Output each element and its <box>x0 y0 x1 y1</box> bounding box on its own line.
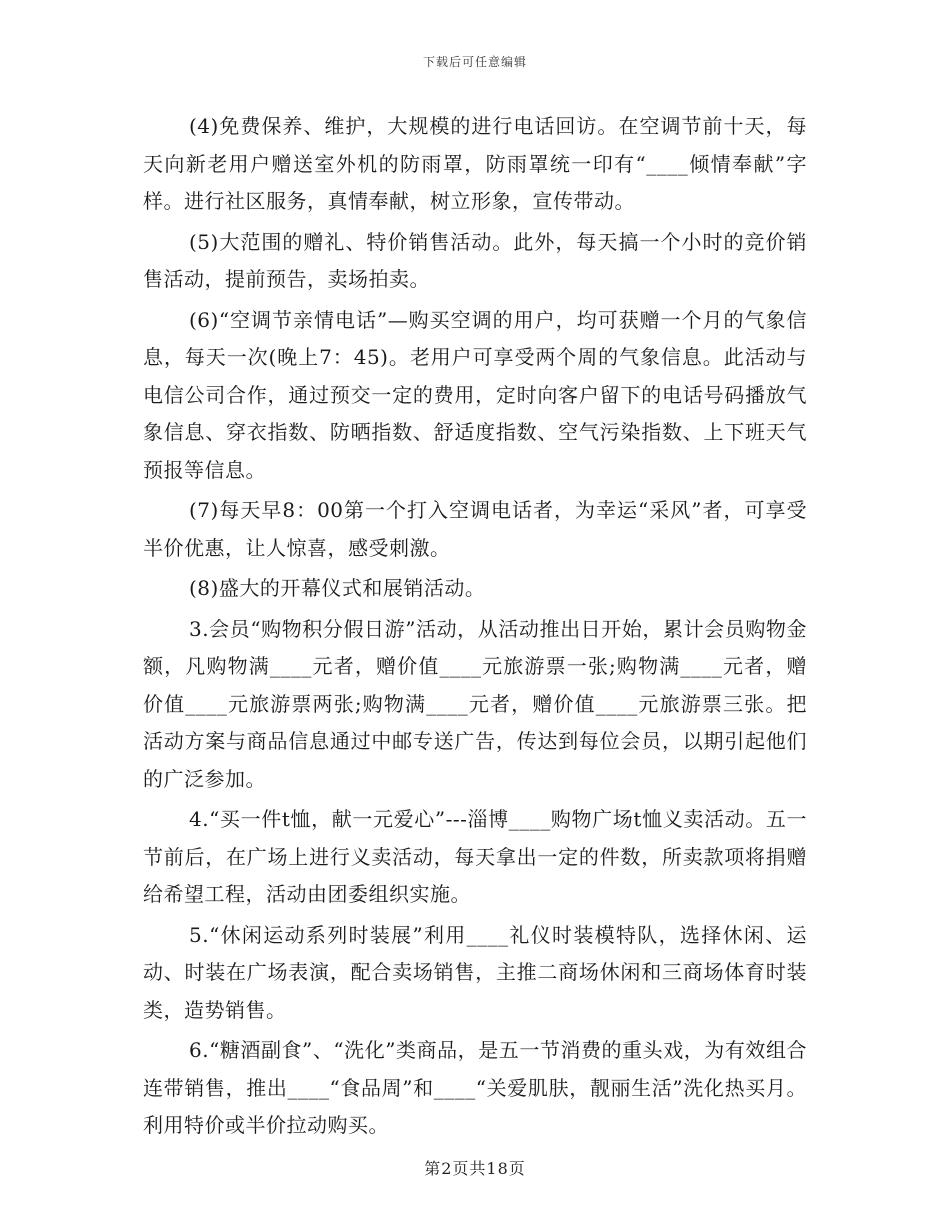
paragraph-item-8 <box>143 570 807 608</box>
paragraph-text: (7)每天早8：00第一个打入空调电话者，为幸运“采风”者，可享受半价优惠，让人惊喜，感受刺激。 <box>143 498 807 560</box>
paragraph-text: 4.“买一件t恤，献一元爱心”---淄博____购物广场t恤义卖活动。五一节前后，在广场上进行义卖活动，每天拿出一定的件数，所卖款项将捐赠给希望工程，活动由团委组织实施。 <box>143 807 807 906</box>
paragraph-text: (5)大范围的赠礼、特价销售活动。此外，每天搞一个小时的竞价销售活动，提前预告，卖场拍卖。 <box>143 229 807 291</box>
paragraph-text: (6)“空调节亲情电话”—购买空调的用户，均可获赠一个月的气象信息，每天一次(晚上7：45)。老用户可享受两个周的气象信息。此活动与电信公司合作，通过预交一定的费用，定时向客户留下的电话号码播放气象信息、穿衣指数、防晒指数、舒适度指数、空气污染指数、上下班天气预报等信息。 <box>143 307 807 482</box>
paragraph-text: 5.“休闲运动系列时装展”利用____礼仪时装模特队，选择休闲、运动、时装在广场表演，配合卖场销售，主推二商场休闲和三商场体育时装类，造势销售。 <box>143 922 807 1022</box>
page-number: 第2页共18页 <box>424 1159 526 1178</box>
page-header-note: 下载后可任意编辑 <box>422 55 527 69</box>
paragraph-section-3 <box>143 611 807 799</box>
paragraph-text: 3.会员“购物积分假日游”活动，从活动推出日开始，累计会员购物金额，凡购物满____元者，赠价值____元旅游票一张;购物满____元者，赠价值____元旅游票两张;购物满____元者，赠价值____元旅游票三张。把活动方案与商品信息通过中邮专送广告，传达到每位会员，以期引起他们的广泛参加。 <box>143 616 807 791</box>
paragraph-item-4 <box>143 108 807 221</box>
paragraph-text: (4)免费保养、维护，大规模的进行电话回访。在空调节前十天，每天向新老用户赠送室外机的防雨罩，防雨罩统一印有“____倾情奉献”字样。进行社区服务，真情奉献，树立形象，宣传带动。 <box>143 114 807 213</box>
paragraph-item-7 <box>143 492 807 567</box>
paragraph-text: (8)盛大的开幕仪式和展销活动。 <box>189 576 486 600</box>
paragraph-section-4 <box>143 801 807 914</box>
document-body <box>143 108 807 1148</box>
paragraph-item-5 <box>143 224 807 299</box>
paragraph-section-6 <box>143 1032 807 1145</box>
paragraph-text: 6.“糖酒副食”、“洗化”类商品，是五一节消费的重头戏，为有效组合连带销售，推出____“食品周”和____“关爱肌肤，靓丽生活”洗化热买月。利用特价或半价拉动购买。 <box>143 1038 807 1137</box>
paragraph-item-6 <box>143 302 807 490</box>
paragraph-section-5 <box>143 917 807 1030</box>
